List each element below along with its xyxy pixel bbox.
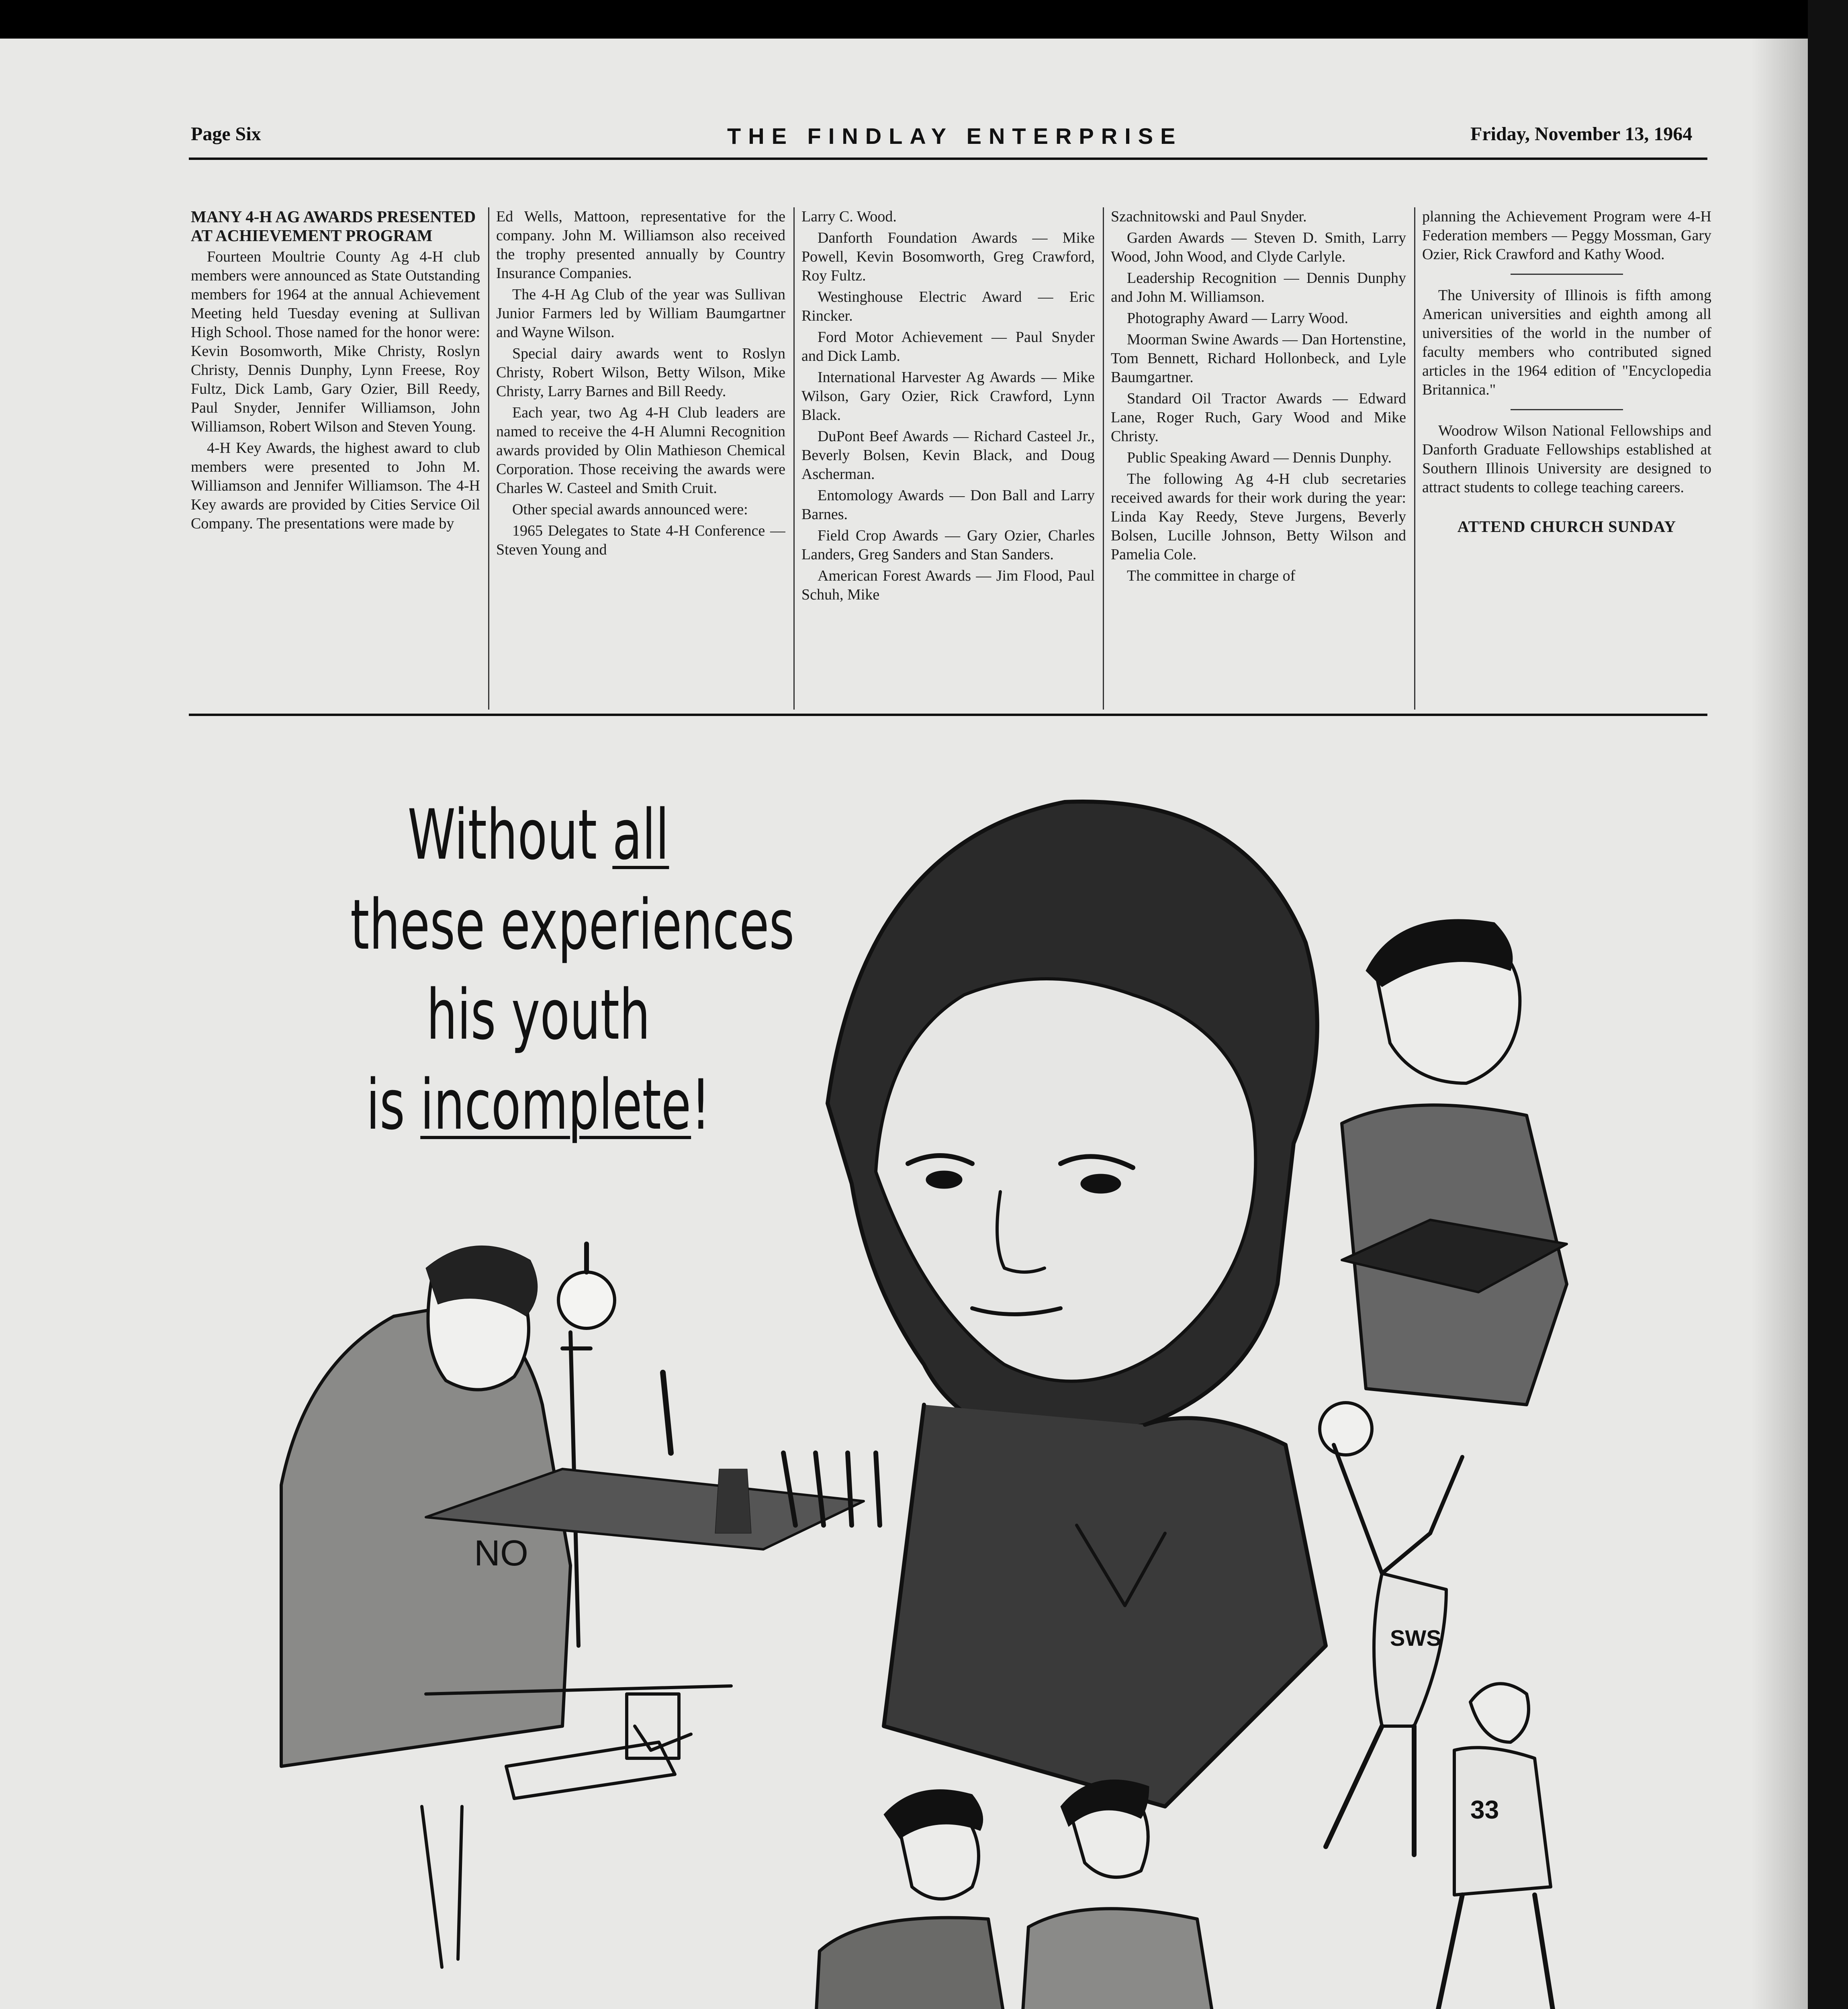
article-paragraph: Szachnitowski and Paul Snyder. (1111, 208, 1307, 225)
article-paragraph: Larry C. Wood. (801, 208, 897, 225)
woodworking-scene (803, 1780, 1350, 2009)
article-paragraph: Moorman Swine Awards — Dan Hortenstine, Tom Bennett, Richard Hollonbeck, and Lyle Baumgartner. (1111, 331, 1406, 386)
page-shadow (1752, 39, 1808, 2009)
jersey-sws: SWS (1390, 1625, 1441, 1651)
page-number: Page Six (191, 123, 261, 145)
article-column-1 (191, 207, 480, 706)
column-divider (1414, 207, 1415, 710)
young-man-portrait (828, 802, 1326, 1806)
article-paragraph: Standard Oil Tractor Awards — Edward Lane, Roger Ruch, Gary Wood and Mike Christy. (1111, 390, 1406, 445)
article-paragraph: 1965 Delegates to State 4-H Conference — Steven Young and (496, 522, 785, 558)
article-column-3 (801, 207, 1095, 706)
newspaper-page (0, 39, 1816, 2009)
reading-student (1342, 919, 1567, 1405)
article-paragraph: Each year, two Ag 4-H Club leaders are named to receive the 4-H Alumni Recognition awards provided by Olin Mathieson Chemical Corporation. Those receiving the awards were Charles W. Casteel and Smith Cruit. (496, 404, 785, 497)
article-paragraph: Danforth Foundation Awards — Mike Powell, Kevin Bosomworth, Greg Crawford, Roy Fultz. (801, 229, 1095, 284)
flask-label: NO (474, 1533, 528, 1573)
column-divider (1103, 207, 1104, 710)
article-paragraph: Entomology Awards — Don Ball and Larry Barnes. (801, 487, 1095, 523)
article-paragraph: Ford Motor Achievement — Paul Snyder and Dick Lamb. (801, 329, 1095, 364)
column-divider (793, 207, 795, 710)
article-column-2 (496, 207, 785, 706)
headline-text: ! (691, 1064, 711, 1145)
article-paragraph: International Harvester Ag Awards — Mike Wilson, Gary Ozier, Rick Crawford, Lynn Black. (801, 369, 1095, 423)
jersey-33: 33 (1470, 1795, 1499, 1824)
article-paragraph: Fourteen Moultrie County Ag 4-H club members were announced as State Outstanding members for 1964 at the annual Achievement Meeting held Tuesday evening at Sullivan High School. Those named for the honor were: Kevin Bosomworth, Mike Christy, Roslyn Christy, Dennis Dunphy, Lynn Freese, Roy Fultz, Dick Lamb, Gary Ozier, Bill Reedy, Paul Snyder, Jennifer Williamson, John Williamson, Robert Wilson and Steven Young. (191, 248, 480, 435)
article-paragraph: Field Crop Awards — Gary Ozier, Charles Landers, Greg Sanders and Stan Sanders. (801, 527, 1095, 563)
article-paragraph: American Forest Awards — Jim Flood, Paul Schuh, Mike (801, 567, 1095, 603)
article-paragraph: planning the Achievement Program were 4-H Federation members — Peggy Mossman, Gary Ozier, Rick Crawford and Kathy Wood. (1422, 208, 1711, 263)
headline-emphasis: all (612, 794, 669, 875)
article-paragraph: Special dairy awards went to Roslyn Christy, Robert Wilson, Betty Wilson, Mike Christy, Larry Barnes and Bill Reedy. (496, 345, 785, 400)
header-rule (189, 158, 1707, 160)
article-headline: MANY 4-H AG AWARDS PRESENTED AT ACHIEVEMENT PROGRAM (191, 207, 476, 245)
article-paragraph: DuPont Beef Awards — Richard Casteel Jr., Beverly Bolsen, Kevin Black, and Doug Ascherman. (801, 428, 1095, 483)
article-paragraph: The 4-H Ag Club of the year was Sullivan Junior Farmers led by William Baumgartner and Wayne Wilson. (496, 286, 785, 341)
article-paragraph: The following Ag 4-H club secretaries received awards for their work during the year: Linda Kay Reedy, Steve Jurgens, Beverly Bolsen, Lucille Johnson, Betty Wilson and Pamelia Cole. (1111, 471, 1406, 563)
headline-text: these experiences (350, 884, 795, 965)
column-divider (488, 207, 489, 710)
article-paragraph: Ed Wells, Mattoon, representative for the company. John M. Williamson also received the trophy presented annually by Country Insurance Companies. (496, 208, 785, 282)
short-divider (1511, 409, 1623, 410)
article-paragraph: 4-H Key Awards, the highest award to club members were presented to John M. Williamson and Jennifer Williamson. The 4-H Key awards are provided by Cities Service Oil Company. The presentations were made by (191, 440, 480, 532)
issue-date: Friday, November 13, 1964 (1470, 123, 1693, 145)
article-paragraph: Other special awards announced were: (512, 501, 748, 518)
headline-text: is (366, 1064, 421, 1145)
article-paragraph: Leadership Recognition — Dennis Dunphy and John M. Williamson. (1111, 270, 1406, 305)
news-brief: The University of Illinois is fifth among American universities and eighth among all universities of the world in the number of faculty members who contributed signed articles in the 1964 edition of "Encyclopedia Britannica." (1422, 287, 1711, 398)
ad-illustration (0, 722, 1808, 2009)
news-brief: Woodrow Wilson National Fellowships and Danforth Graduate Fellowships established at Southern Illinois University are designed to attract students to college teaching careers. (1422, 422, 1711, 496)
section-rule (189, 714, 1707, 716)
headline-text: Without (407, 794, 613, 875)
article-paragraph: Garden Awards — Steven D. Smith, Larry Wood, John Wood, and Clyde Carlyle. (1111, 229, 1406, 265)
article-column-4 (1111, 207, 1406, 706)
lab-scene (281, 1244, 880, 1967)
basketball-players (1320, 1403, 1559, 2009)
article-paragraph: Westinghouse Electric Award — Eric Rincker. (801, 288, 1095, 324)
headline-text: his youth (426, 974, 650, 1055)
headline-emphasis: incomplete (420, 1064, 691, 1145)
attend-church-slogan: ATTEND CHURCH SUNDAY (1457, 518, 1676, 536)
masthead: THE FINDLAY ENTERPRISE (727, 123, 1183, 149)
scan-border (1808, 0, 1848, 2009)
short-divider (1511, 274, 1623, 275)
article-paragraph: Public Speaking Award — Dennis Dunphy. (1127, 449, 1392, 466)
article-paragraph: The committee in charge of (1127, 567, 1296, 584)
article-paragraph: Photography Award — Larry Wood. (1127, 310, 1349, 327)
article-column-5 (1422, 207, 1711, 706)
